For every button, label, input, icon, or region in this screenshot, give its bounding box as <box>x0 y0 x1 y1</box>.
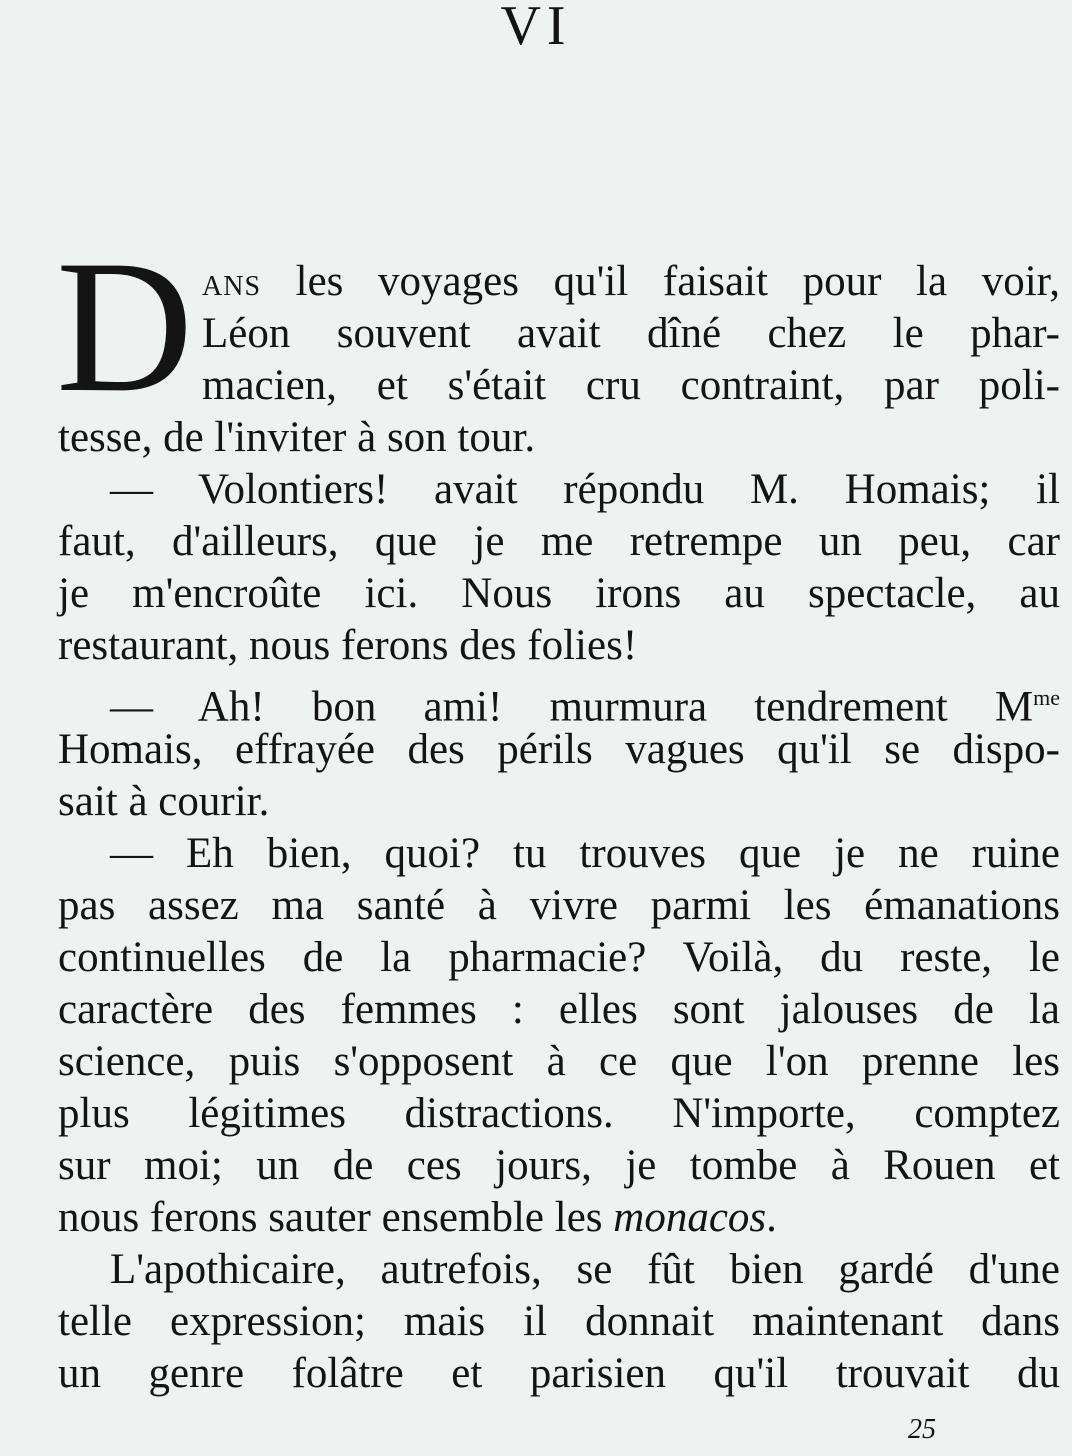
text-line: sur moi; un de ces jours, je tombe à Rouen et <box>58 1142 1060 1189</box>
text-line: L'apothicaire, autrefois, se fût bien gardé d'une <box>110 1246 1060 1293</box>
text-line: caractère des femmes : elles sont jalouses de la <box>58 986 1060 1033</box>
text-line: faut, d'ailleurs, que je me retrempe un peu, car <box>58 518 1060 565</box>
superscript-me: me <box>1033 685 1060 710</box>
text-line: pas assez ma santé à vivre parmi les émanations <box>58 882 1060 929</box>
drop-cap: D <box>56 222 194 432</box>
text-line: un genre folâtre et parisien qu'il trouvait du <box>58 1350 1060 1397</box>
text-line: continuelles de la pharmacie? Voilà, du reste, le <box>58 934 1060 981</box>
text-line: — Ah! bon ami! murmura tendrement $M^{me}$ <box>110 683 1060 731</box>
text-line: macien, et s'était cru contraint, par poli- <box>202 362 1060 409</box>
text-line: ANS les voyages qu'il faisait pour la voir, <box>202 258 1060 305</box>
text-line: plus légitimes distractions. N'importe, comptez <box>58 1090 1060 1137</box>
text-line: restaurant, nous ferons des folies! <box>58 622 638 669</box>
text-line: telle expression; mais il donnait maintenant dans <box>58 1298 1060 1345</box>
text-line: sait à courir. <box>58 778 270 825</box>
text-line: — Volontiers! avait répondu M. Homais; il <box>110 466 1060 513</box>
chapter-heading: VI <box>500 0 572 57</box>
body-text <box>58 256 1060 1400</box>
text-line: Homais, effrayée des périls vagues qu'il se dispo- <box>58 726 1060 773</box>
text-line: nous ferons sauter ensemble les monacos. <box>58 1194 777 1241</box>
text-line: — Eh bien, quoi? tu trouves que je ne ruine <box>110 830 1060 877</box>
text-line: Léon souvent avait dîné chez le phar- <box>202 310 1060 357</box>
text-line: je m'encroûte ici. Nous irons au spectacle, au <box>58 570 1060 617</box>
italic-word: monacos <box>613 1194 767 1241</box>
small-caps-opening: ANS <box>202 271 262 302</box>
text-line: tesse, de l'inviter à son tour. <box>58 414 536 461</box>
text-line: science, puis s'opposent à ce que l'on prenne les <box>58 1038 1060 1085</box>
page-number: 25 <box>908 1414 936 1445</box>
